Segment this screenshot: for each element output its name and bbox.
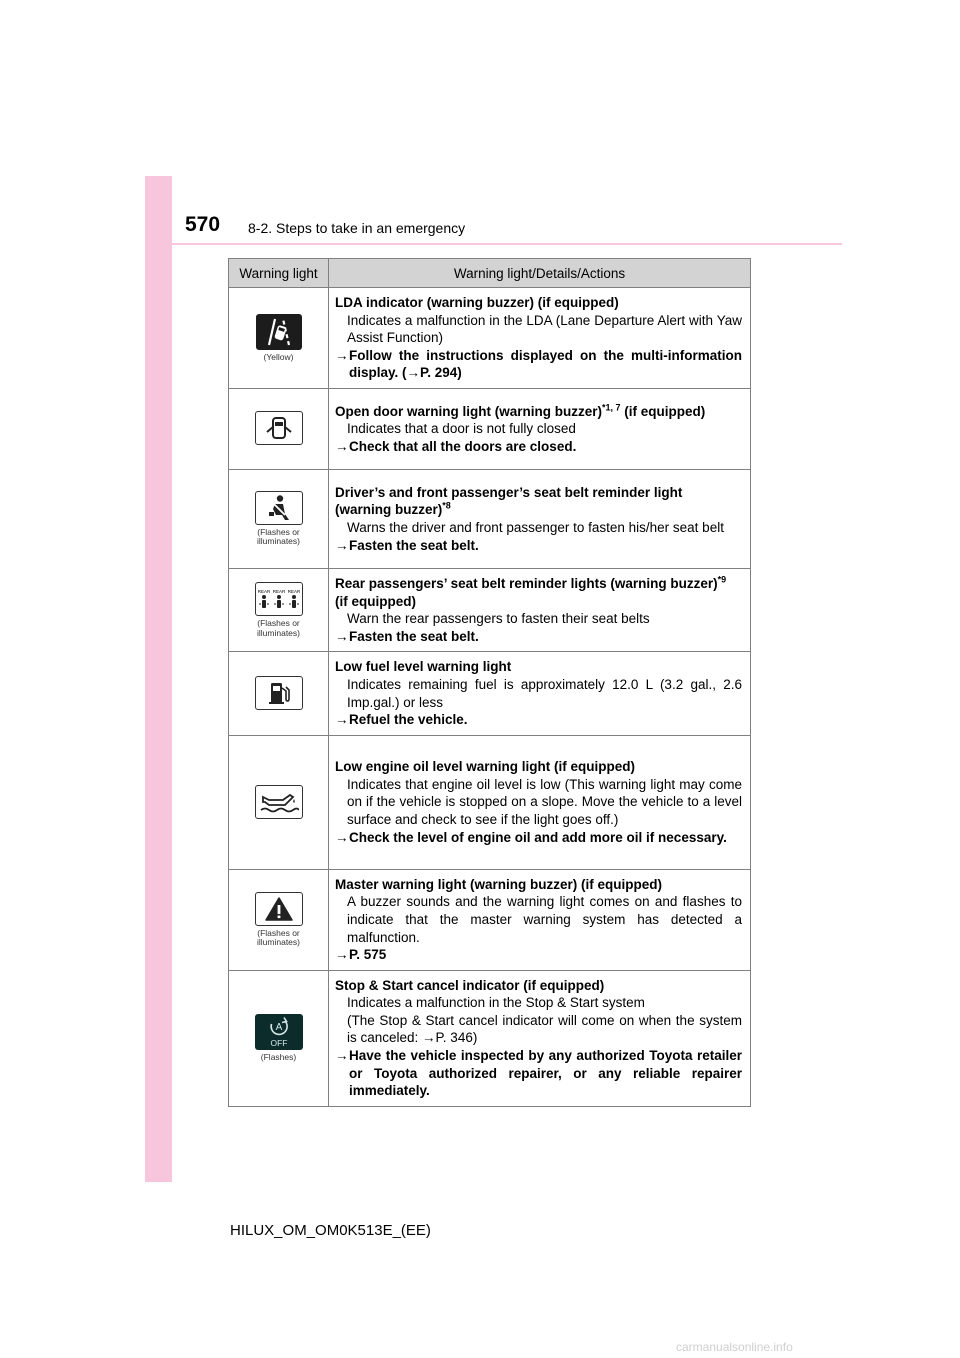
row-title: Low engine oil level warning light (if equipped) xyxy=(335,759,636,775)
arrow-icon: → xyxy=(335,628,349,644)
row-action: Check the level of engine oil and add more oil if necessary. xyxy=(349,829,727,845)
svg-text:OFF: OFF xyxy=(270,1038,287,1049)
table-row xyxy=(229,652,751,735)
arrow-icon: → xyxy=(335,1048,349,1064)
row-action: Check that all the doors are closed. xyxy=(349,438,577,454)
page-number: 570 xyxy=(185,213,221,236)
row-title: Low fuel level warning light xyxy=(335,659,512,675)
oil-level-icon xyxy=(255,785,303,819)
row-details: Indicates remaining fuel is approximately 12.0 L (3.2 gal., 2.6 Imp.gal.) or less xyxy=(347,676,742,710)
lane-departure-icon xyxy=(256,314,302,350)
section-title: 8-2. Steps to take in an emergency xyxy=(248,220,466,236)
row-action: Fasten the seat belt. xyxy=(349,537,479,553)
row-title: Master warning light (warning buzzer) (if equipped) xyxy=(335,876,662,892)
column-header-warning-light: Warning light xyxy=(229,259,329,288)
chapter-sidebar-tab xyxy=(145,176,172,1182)
open-door-icon xyxy=(255,411,303,445)
arrow-icon: → xyxy=(335,947,349,963)
svg-text:A: A xyxy=(275,1022,282,1034)
icon-note: (Yellow) xyxy=(263,351,294,362)
watermark: carmanualsonline.info xyxy=(676,1340,793,1354)
arrow-icon: → xyxy=(335,829,349,845)
row-details: Indicates a malfunction in the LDA (Lane Departure Alert with Yaw Assist Function) xyxy=(347,312,742,346)
table-row xyxy=(229,568,751,651)
warning-light-table xyxy=(228,258,751,1107)
row-title: Stop & Start cancel indicator (if equipped) xyxy=(335,977,605,993)
row-details: A buzzer sounds and the warning light comes on and flashes to indicate that the master warning system has detected a malfunction. xyxy=(347,894,742,945)
row-details: Warn the rear passengers to fasten their seat belts xyxy=(347,611,650,627)
table-row xyxy=(229,869,751,970)
svg-text:REAR: REAR xyxy=(257,589,270,595)
arrow-icon: → xyxy=(335,537,349,553)
row-details: Indicates that engine oil level is low (This warning light may come on if the vehicle is stopped on a slope. Move the vehicle to a level surface and check to see if the light goes off.) xyxy=(347,776,742,828)
row-title: Driver’s and front passenger’s seat belt reminder light (warning buzzer)$^{*8}$ xyxy=(335,484,683,518)
column-header-details: Warning light/Details/Actions xyxy=(329,259,751,288)
svg-text:REAR: REAR xyxy=(272,589,285,595)
icon-note: (Flashes or illuminates) xyxy=(257,618,300,638)
table-row xyxy=(229,388,751,469)
document-code: HILUX_OM_OM0K513E_(EE) xyxy=(230,1222,431,1239)
header-rule xyxy=(172,243,842,245)
row-details-note: (The Stop & Start cancel indicator will come on when the system is canceled: →P. 346) xyxy=(347,1012,742,1046)
row-title: Open door warning light (warning buzzer)$^{*1, 7}$ (if equipped) xyxy=(335,402,706,419)
row-action: Follow the instructions displayed on the multi-information display. (→P. 294) xyxy=(349,347,742,381)
table-header-row xyxy=(229,259,751,288)
stop-start-off-icon xyxy=(255,1014,303,1050)
table-row xyxy=(229,469,751,568)
arrow-icon: → xyxy=(335,438,349,454)
icon-note: (Flashes) xyxy=(260,1052,297,1063)
master-warning-icon xyxy=(255,892,303,926)
arrow-icon: → xyxy=(335,347,349,363)
row-details: Indicates a malfunction in the Stop & Start system xyxy=(347,995,645,1011)
row-details: Warns the driver and front passenger to fasten his/her seat belt xyxy=(347,519,724,535)
arrow-icon: → xyxy=(335,712,349,728)
table-row xyxy=(229,970,751,1106)
row-title: Rear passengers’ seat belt reminder lights (warning buzzer)$^{*9}$ (if equipped) xyxy=(335,574,727,609)
row-action: Fasten the seat belt. xyxy=(349,628,479,644)
icon-note: (Flashes or illuminates) xyxy=(257,526,300,547)
svg-text:REAR: REAR xyxy=(287,589,300,595)
table-row xyxy=(229,288,751,389)
row-title: LDA indicator (warning buzzer) (if equipped) xyxy=(335,295,619,310)
icon-note: (Flashes or illuminates) xyxy=(257,927,300,948)
row-action: Have the vehicle inspected by any authorized Toyota retailer or Toyota authorized repairer, or any reliable repairer immediately. xyxy=(349,1048,742,1099)
row-details: Indicates that a door is not fully closed xyxy=(347,421,576,437)
fuel-pump-icon xyxy=(255,676,303,710)
row-action: Refuel the vehicle. xyxy=(349,712,468,728)
row-action: P. 575 xyxy=(349,947,387,963)
table-row xyxy=(229,735,751,869)
rear-seat-belt-icon xyxy=(255,582,303,616)
seat-belt-icon xyxy=(255,491,303,525)
